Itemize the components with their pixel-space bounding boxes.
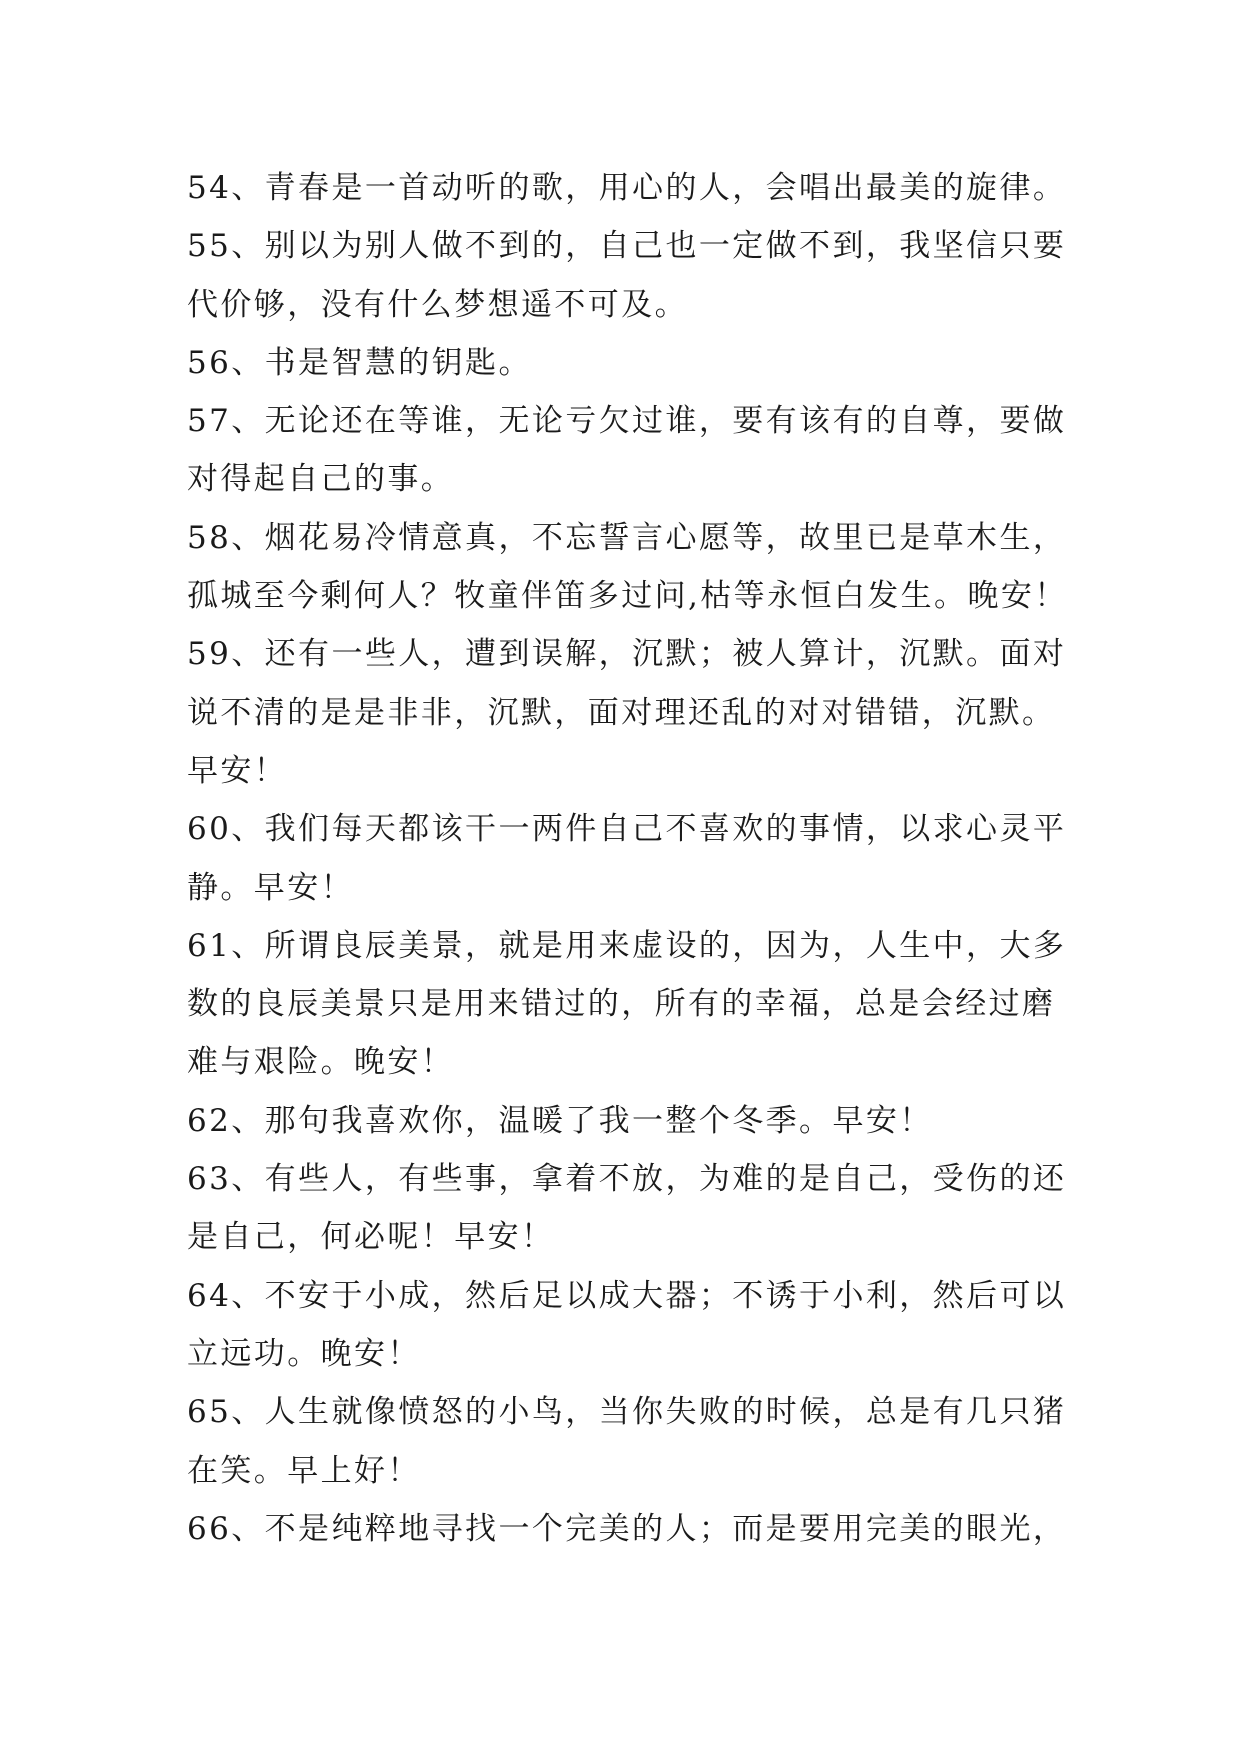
text-line: 64、不安于小成，然后足以成大器；不诱于小利，然后可以 bbox=[187, 1277, 1067, 1314]
text-line: 61、所谓良辰美景，就是用来虚设的，因为，人生中，大多 bbox=[187, 927, 1067, 964]
text-line: 54、青春是一首动听的歌，用心的人，会唱出最美的旋律。 bbox=[187, 170, 1067, 206]
text-line: 59、还有一些人，遭到误解，沉默；被人算计，沉默。面对 bbox=[187, 636, 1067, 673]
text-line: 63、有些人，有些事，拿着不放，为难的是自己，受伤的还 bbox=[187, 1161, 1067, 1198]
document-body bbox=[187, 159, 1067, 1558]
text-line: 56、书是智慧的钥匙。 bbox=[187, 344, 532, 381]
text-line: 难与艰险。晚安！ bbox=[187, 1044, 455, 1081]
text-line: 是自己，何必呢！早安！ bbox=[187, 1219, 555, 1256]
text-line: 孤城至今剩何人？牧童伴笛多过问,枯等永恒白发生。晚安！ bbox=[187, 578, 1068, 615]
text-line: 立远功。晚安！ bbox=[187, 1335, 421, 1372]
text-line: 66、不是纯粹地寻找一个完美的人；而是要用完美的眼光， bbox=[187, 1510, 1067, 1547]
text-line: 58、烟花易冷情意真，不忘誓言心愿等，故里已是草木生， bbox=[187, 519, 1067, 556]
text-line: 在笑。早上好！ bbox=[187, 1452, 421, 1489]
text-line: 对得起自己的事。 bbox=[187, 461, 455, 498]
text-line: 55、别以为别人做不到的，自己也一定做不到，我坚信只要 bbox=[187, 228, 1067, 265]
text-line: 代价够，没有什么梦想遥不可及。 bbox=[187, 286, 688, 323]
text-line: 说不清的是是非非，沉默，面对理还乱的对对错错，沉默。 bbox=[187, 694, 1056, 731]
text-line: 数的良辰美景只是用来错过的，所有的幸福，总是会经过磨 bbox=[187, 986, 1056, 1023]
text-line: 静。早安！ bbox=[187, 869, 354, 906]
text-line: 60、我们每天都该干一两件自己不喜欢的事情，以求心灵平 bbox=[187, 811, 1067, 848]
text-line: 65、人生就像愤怒的小鸟，当你失败的时候，总是有几只猪 bbox=[187, 1394, 1067, 1431]
text-line: 57、无论还在等谁，无论亏欠过谁，要有该有的自尊，要做 bbox=[187, 403, 1067, 440]
text-line: 早安！ bbox=[187, 752, 288, 789]
text-line: 62、那句我喜欢你，温暖了我一整个冬季。早安！ bbox=[187, 1102, 933, 1139]
